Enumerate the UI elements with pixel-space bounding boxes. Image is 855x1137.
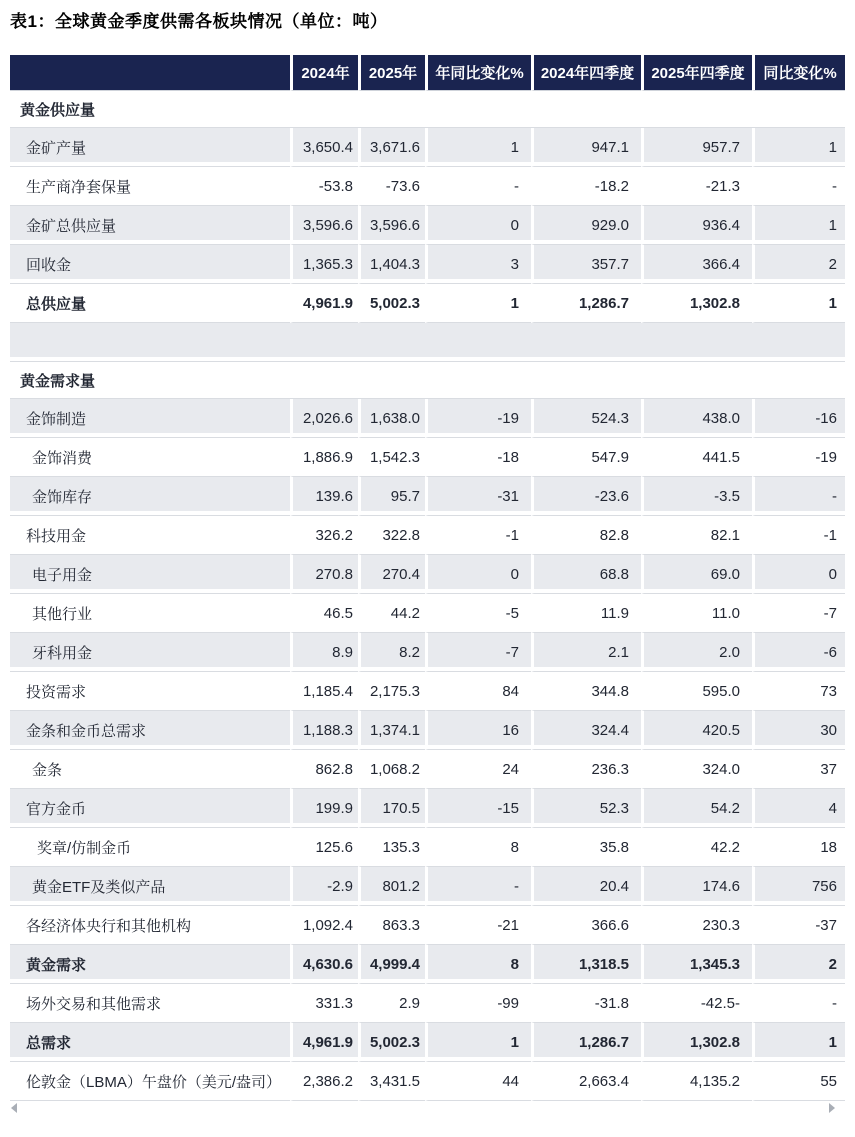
cell-value: 1,638.0 xyxy=(358,399,425,438)
table-header xyxy=(10,55,845,91)
cell-value: 2,175.3 xyxy=(358,672,425,711)
column-header-label xyxy=(10,55,290,91)
spacer-cell xyxy=(10,323,845,362)
table-row xyxy=(10,711,845,750)
cell-value: 135.3 xyxy=(358,828,425,867)
table-row xyxy=(10,128,845,167)
cell-value: 936.4 xyxy=(641,206,752,245)
cell-value: -99 xyxy=(425,984,531,1023)
cell-value: 73 xyxy=(752,672,845,711)
cell-value: -23.6 xyxy=(531,477,641,516)
table-row xyxy=(10,906,845,945)
cell-value: -37 xyxy=(752,906,845,945)
row-label: 金饰库存 xyxy=(10,477,290,516)
cell-value: 1 xyxy=(752,206,845,245)
table-row xyxy=(10,477,845,516)
cell-value: 366.6 xyxy=(531,906,641,945)
cell-value: 1 xyxy=(425,1023,531,1062)
cell-value: 125.6 xyxy=(290,828,358,867)
cell-value: -7 xyxy=(425,633,531,672)
cell-value: -3.5 xyxy=(641,477,752,516)
cell-value: 524.3 xyxy=(531,399,641,438)
column-header-yoy-change: 年同比变化% xyxy=(425,55,531,91)
cell-value: -31.8 xyxy=(531,984,641,1023)
cell-value: 3 xyxy=(425,245,531,284)
cell-value: -42.5- xyxy=(641,984,752,1023)
cell-value: 46.5 xyxy=(290,594,358,633)
column-header-2024-q4: 2024年四季度 xyxy=(531,55,641,91)
cell-value: 366.4 xyxy=(641,245,752,284)
cell-value: 8 xyxy=(425,945,531,984)
cell-value: 1,185.4 xyxy=(290,672,358,711)
column-header-2024: 2024年 xyxy=(290,55,358,91)
cell-value: -53.8 xyxy=(290,167,358,206)
cell-value: 1,302.8 xyxy=(641,284,752,323)
row-label: 黄金需求 xyxy=(10,945,290,984)
cell-value: 4,999.4 xyxy=(358,945,425,984)
cell-value: -21.3 xyxy=(641,167,752,206)
cell-value: 16 xyxy=(425,711,531,750)
cell-value: -7 xyxy=(752,594,845,633)
row-label: 牙科用金 xyxy=(10,633,290,672)
row-label: 其他行业 xyxy=(10,594,290,633)
row-label: 金矿总供应量 xyxy=(10,206,290,245)
row-label: 金条 xyxy=(10,750,290,789)
row-label: 金矿产量 xyxy=(10,128,290,167)
cell-value: 42.2 xyxy=(641,828,752,867)
cell-value: -1 xyxy=(425,516,531,555)
cell-value: 801.2 xyxy=(358,867,425,906)
table-title: 表1：全球黄金季度供需各板块情况（单位：吨） xyxy=(10,12,388,31)
cell-value: 5,002.3 xyxy=(358,284,425,323)
cell-value: -6 xyxy=(752,633,845,672)
column-header-2025-q4: 2025年四季度 xyxy=(641,55,752,91)
table-row xyxy=(10,167,845,206)
cell-value: 2.1 xyxy=(531,633,641,672)
cell-value: 18 xyxy=(752,828,845,867)
cell-value: 2,386.2 xyxy=(290,1062,358,1101)
cell-value: 1,345.3 xyxy=(641,945,752,984)
table-row xyxy=(10,206,845,245)
column-header-2025: 2025年 xyxy=(358,55,425,91)
cell-value: 957.7 xyxy=(641,128,752,167)
cell-value: -18 xyxy=(425,438,531,477)
table-row xyxy=(10,1023,845,1062)
cell-value: 24 xyxy=(425,750,531,789)
cell-value: 1,542.3 xyxy=(358,438,425,477)
row-label: 黄金ETF及类似产品 xyxy=(10,867,290,906)
cell-value: 0 xyxy=(752,555,845,594)
row-label: 伦敦金（LBMA）午盘价（美元/盎司） xyxy=(10,1062,290,1101)
row-label: 回收金 xyxy=(10,245,290,284)
cell-value: -2.9 xyxy=(290,867,358,906)
cell-value: 1,404.3 xyxy=(358,245,425,284)
table-row xyxy=(10,750,845,789)
cell-value: - xyxy=(752,477,845,516)
table-row xyxy=(10,1062,845,1101)
cell-value: 0 xyxy=(425,206,531,245)
cell-value: 595.0 xyxy=(641,672,752,711)
cell-value: 2.9 xyxy=(358,984,425,1023)
column-header-q4-yoy-change: 同比变化% xyxy=(752,55,845,91)
cell-value: -19 xyxy=(752,438,845,477)
cell-value: -19 xyxy=(425,399,531,438)
cell-value: 30 xyxy=(752,711,845,750)
cell-value: 20.4 xyxy=(531,867,641,906)
cell-value: 4 xyxy=(752,789,845,828)
cell-value: 441.5 xyxy=(641,438,752,477)
gold-supply-demand-table xyxy=(10,55,845,1101)
cell-value: 236.3 xyxy=(531,750,641,789)
scroll-left-icon[interactable] xyxy=(11,1103,17,1113)
cell-value: 4,135.2 xyxy=(641,1062,752,1101)
cell-value: 547.9 xyxy=(531,438,641,477)
cell-value: 8.9 xyxy=(290,633,358,672)
table-row xyxy=(10,516,845,555)
cell-value: 1,365.3 xyxy=(290,245,358,284)
cell-value: 324.0 xyxy=(641,750,752,789)
cell-value: - xyxy=(752,984,845,1023)
cell-value: 357.7 xyxy=(531,245,641,284)
cell-value: -1 xyxy=(752,516,845,555)
cell-value: 82.8 xyxy=(531,516,641,555)
cell-value: -15 xyxy=(425,789,531,828)
cell-value: 5,002.3 xyxy=(358,1023,425,1062)
cell-value: 35.8 xyxy=(531,828,641,867)
cell-value: 3,431.5 xyxy=(358,1062,425,1101)
row-label: 金饰消费 xyxy=(10,438,290,477)
cell-value: 1 xyxy=(425,284,531,323)
cell-value: 3,650.4 xyxy=(290,128,358,167)
cell-value: 3,671.6 xyxy=(358,128,425,167)
cell-value: 1,302.8 xyxy=(641,1023,752,1062)
row-label: 场外交易和其他需求 xyxy=(10,984,290,1023)
cell-value: -31 xyxy=(425,477,531,516)
cell-value: 55 xyxy=(752,1062,845,1101)
cell-value: 1,286.7 xyxy=(531,284,641,323)
row-label: 生产商净套保量 xyxy=(10,167,290,206)
cell-value: 4,961.9 xyxy=(290,1023,358,1062)
cell-value: 44.2 xyxy=(358,594,425,633)
cell-value: 1 xyxy=(752,128,845,167)
cell-value: 1,318.5 xyxy=(531,945,641,984)
cell-value: 230.3 xyxy=(641,906,752,945)
row-label: 各经济体央行和其他机构 xyxy=(10,906,290,945)
cell-value: 420.5 xyxy=(641,711,752,750)
cell-value: 326.2 xyxy=(290,516,358,555)
cell-value: 95.7 xyxy=(358,477,425,516)
cell-value: 199.9 xyxy=(290,789,358,828)
cell-value: 862.8 xyxy=(290,750,358,789)
cell-value: 863.3 xyxy=(358,906,425,945)
cell-value: - xyxy=(425,867,531,906)
cell-value: 4,961.9 xyxy=(290,284,358,323)
section-header-row xyxy=(10,362,845,399)
cell-value: 2.0 xyxy=(641,633,752,672)
cell-value: 3,596.6 xyxy=(358,206,425,245)
cell-value: 1,188.3 xyxy=(290,711,358,750)
cell-value: -16 xyxy=(752,399,845,438)
table-row xyxy=(10,633,845,672)
cell-value: 322.8 xyxy=(358,516,425,555)
cell-value: 1 xyxy=(425,128,531,167)
cell-value: 324.4 xyxy=(531,711,641,750)
cell-value: 11.0 xyxy=(641,594,752,633)
row-label: 总需求 xyxy=(10,1023,290,1062)
cell-value: 54.2 xyxy=(641,789,752,828)
cell-value: 2 xyxy=(752,945,845,984)
cell-value: 8 xyxy=(425,828,531,867)
row-label: 金条和金币总需求 xyxy=(10,711,290,750)
cell-value: 1,092.4 xyxy=(290,906,358,945)
header-row xyxy=(10,55,845,91)
table-row xyxy=(10,789,845,828)
cell-value: 947.1 xyxy=(531,128,641,167)
table-row xyxy=(10,245,845,284)
table-row xyxy=(10,438,845,477)
cell-value: -18.2 xyxy=(531,167,641,206)
cell-value: 270.4 xyxy=(358,555,425,594)
cell-value: 1,886.9 xyxy=(290,438,358,477)
section-title: 黄金供应量 xyxy=(10,91,845,128)
cell-value: 1 xyxy=(752,284,845,323)
cell-value: - xyxy=(425,167,531,206)
cell-value: -73.6 xyxy=(358,167,425,206)
table-row xyxy=(10,555,845,594)
cell-value: 331.3 xyxy=(290,984,358,1023)
section-title: 黄金需求量 xyxy=(10,362,845,399)
table-body xyxy=(10,91,845,1101)
table-row xyxy=(10,828,845,867)
cell-value: 82.1 xyxy=(641,516,752,555)
cell-value: -21 xyxy=(425,906,531,945)
table-row xyxy=(10,945,845,984)
cell-value: 174.6 xyxy=(641,867,752,906)
row-label: 金饰制造 xyxy=(10,399,290,438)
cell-value: 3,596.6 xyxy=(290,206,358,245)
row-label: 总供应量 xyxy=(10,284,290,323)
cell-value: 11.9 xyxy=(531,594,641,633)
section-header-row xyxy=(10,91,845,128)
table-row xyxy=(10,399,845,438)
cell-value: 8.2 xyxy=(358,633,425,672)
cell-value: 37 xyxy=(752,750,845,789)
cell-value: 2,663.4 xyxy=(531,1062,641,1101)
cell-value: 84 xyxy=(425,672,531,711)
table-row xyxy=(10,594,845,633)
cell-value: 1,286.7 xyxy=(531,1023,641,1062)
scroll-right-icon[interactable] xyxy=(829,1103,835,1113)
cell-value: 44 xyxy=(425,1062,531,1101)
cell-value: -5 xyxy=(425,594,531,633)
cell-value: 139.6 xyxy=(290,477,358,516)
cell-value: 2 xyxy=(752,245,845,284)
cell-value: 2,026.6 xyxy=(290,399,358,438)
row-label: 奖章/仿制金币 xyxy=(10,828,290,867)
row-label: 官方金币 xyxy=(10,789,290,828)
cell-value: 170.5 xyxy=(358,789,425,828)
row-label: 电子用金 xyxy=(10,555,290,594)
cell-value: 438.0 xyxy=(641,399,752,438)
spacer-row xyxy=(10,323,845,362)
cell-value: - xyxy=(752,167,845,206)
table-row xyxy=(10,867,845,906)
cell-value: 69.0 xyxy=(641,555,752,594)
table-row xyxy=(10,984,845,1023)
cell-value: 344.8 xyxy=(531,672,641,711)
cell-value: 1,374.1 xyxy=(358,711,425,750)
row-label: 投资需求 xyxy=(10,672,290,711)
cell-value: 270.8 xyxy=(290,555,358,594)
cell-value: 0 xyxy=(425,555,531,594)
table-row xyxy=(10,672,845,711)
cell-value: 4,630.6 xyxy=(290,945,358,984)
cell-value: 52.3 xyxy=(531,789,641,828)
cell-value: 1 xyxy=(752,1023,845,1062)
cell-value: 756 xyxy=(752,867,845,906)
cell-value: 68.8 xyxy=(531,555,641,594)
row-label: 科技用金 xyxy=(10,516,290,555)
table-row xyxy=(10,284,845,323)
cell-value: 929.0 xyxy=(531,206,641,245)
cell-value: 1,068.2 xyxy=(358,750,425,789)
